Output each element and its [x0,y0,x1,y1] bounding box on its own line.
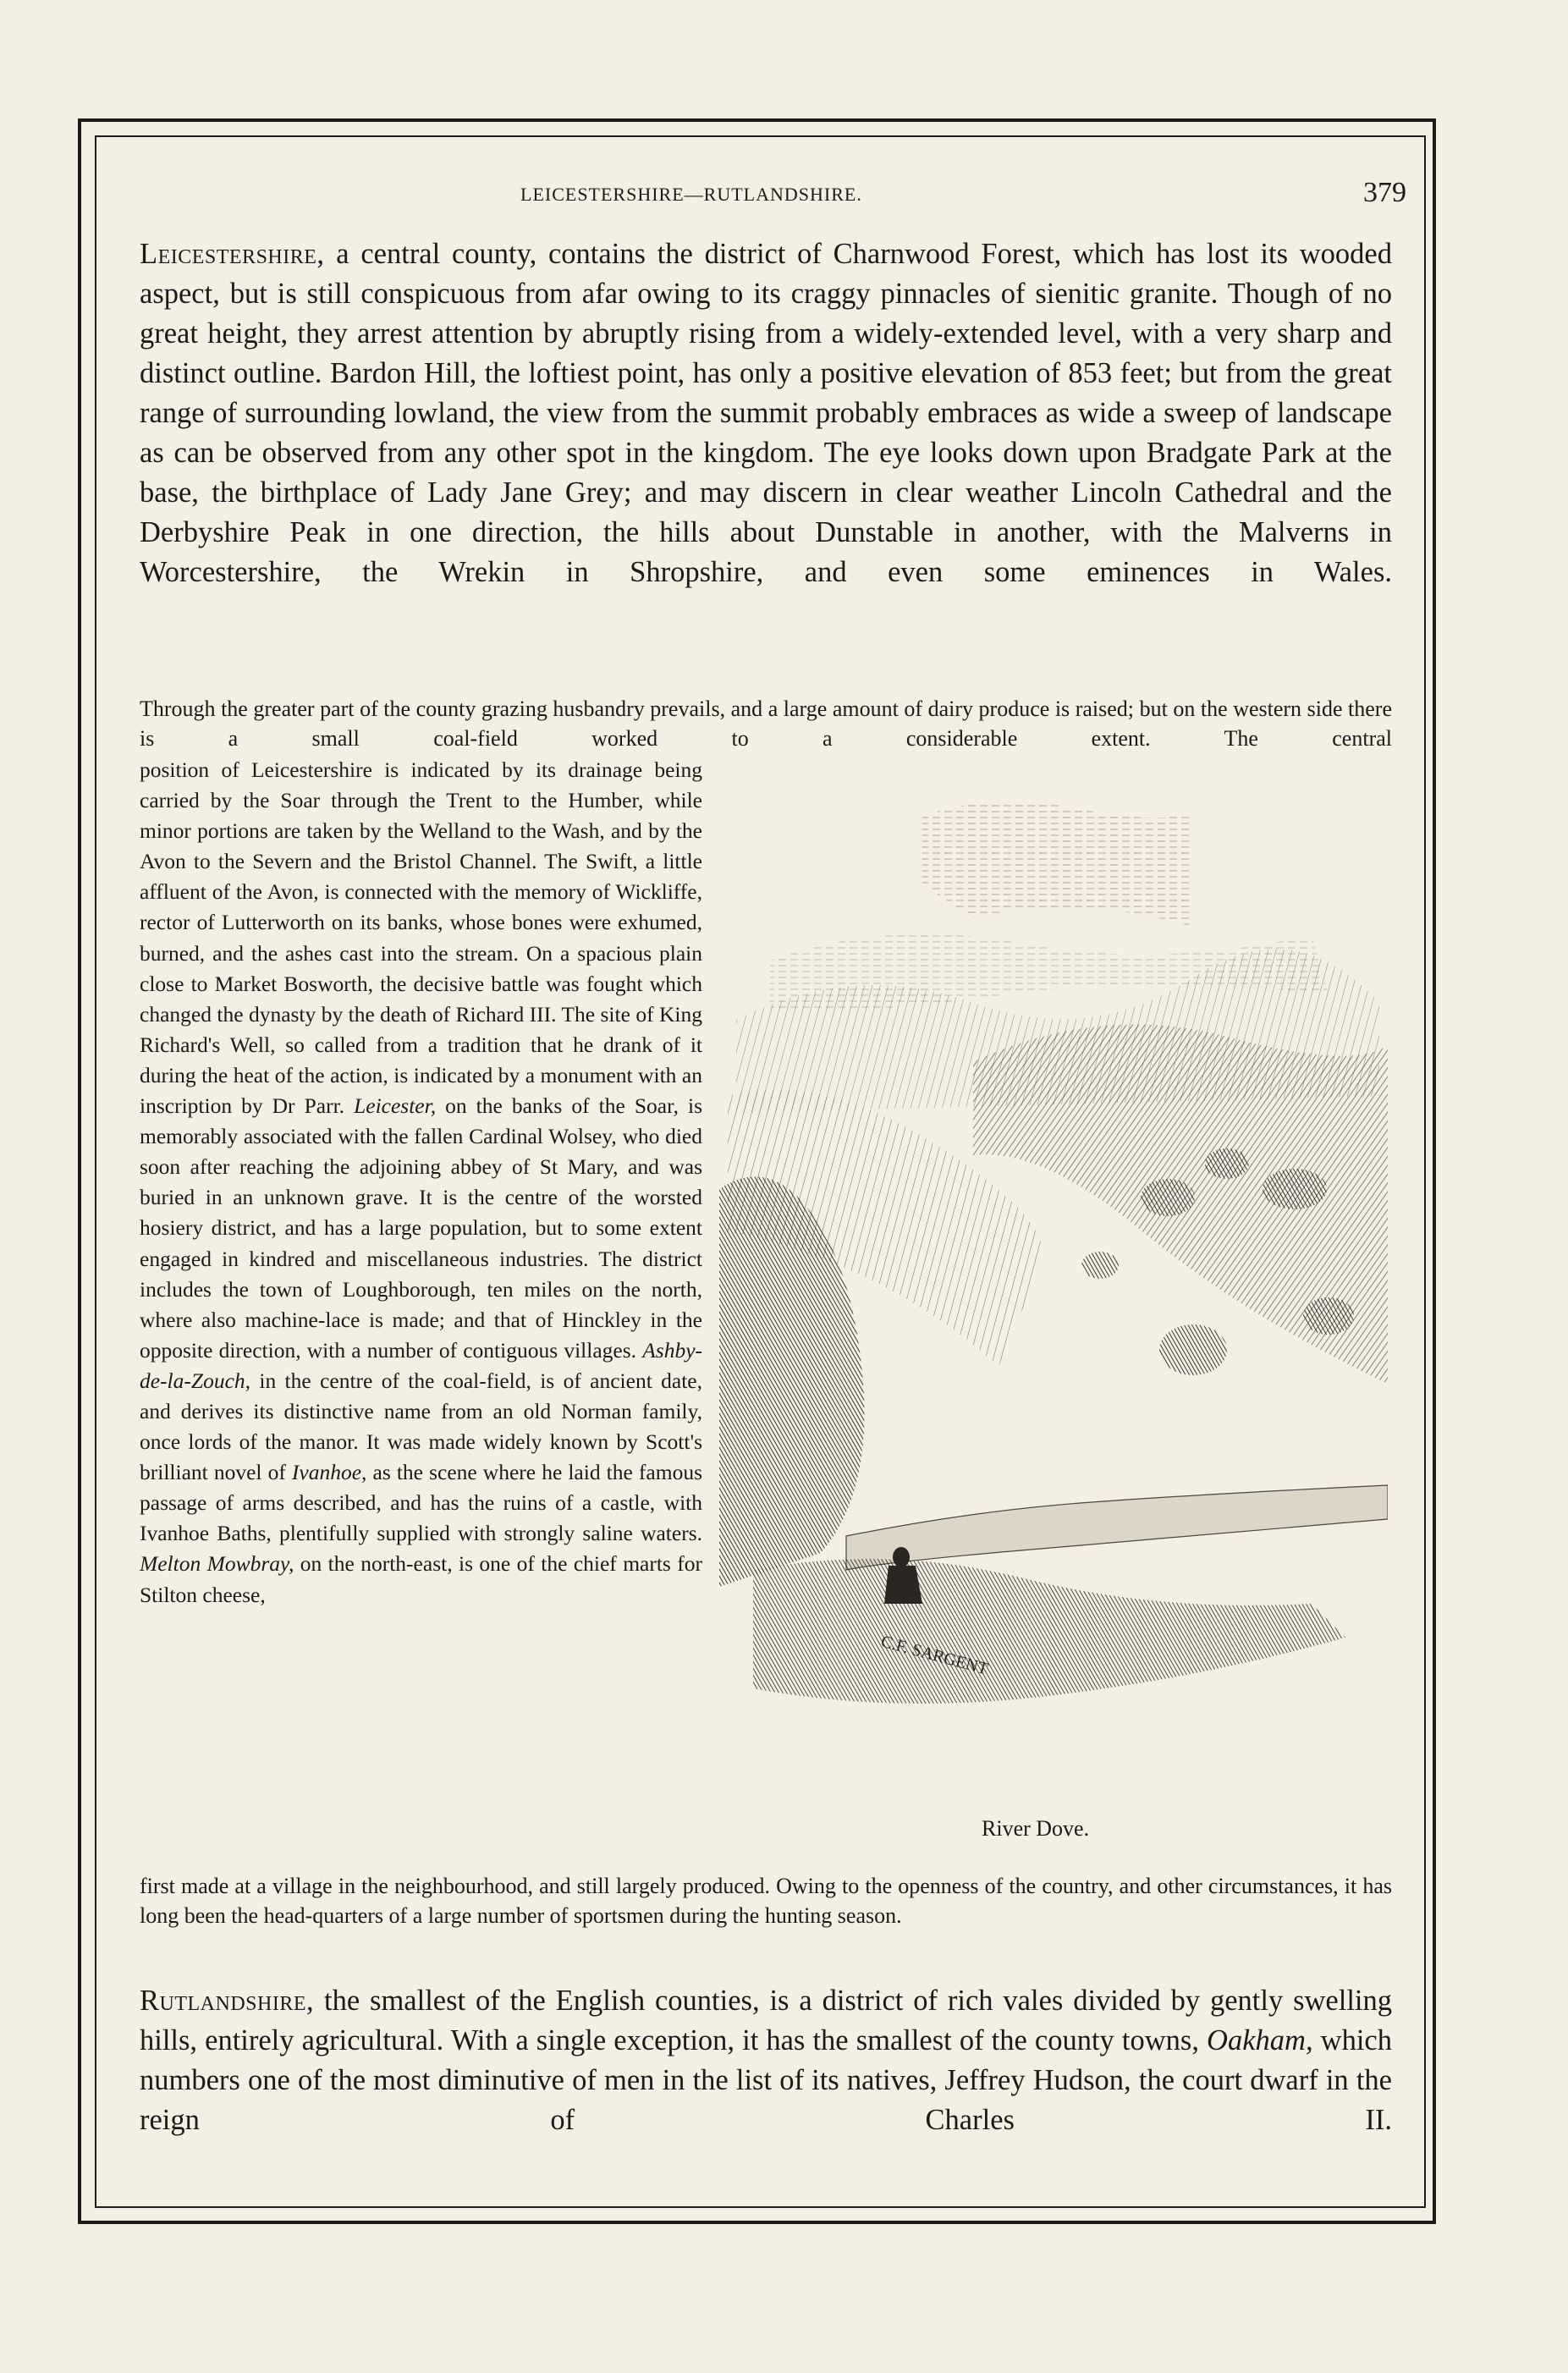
frame-bottom-outer [78,2221,1436,2224]
frame-right-inner [1424,135,1426,2208]
engraver-signature: C.F. SARGENT [878,1632,991,1679]
column-text-2: on the banks of the Soar, is memorably associated with the fallen Cardinal Wolsey, who died soon after reaching the adjoining abbey of St Mary, and was buried in an unknown grave. It is the centre of the worsted hosiery district, and has a large population, but to some extent engaged in kindred and miscellaneous industries. The district includes the town of Loughborough, ten miles on the north, where also machine-lace is made; and that of Hinckley in the opposite direction, with a number of contiguous villages. [140,1093,702,1363]
page-header [114,179,1422,212]
place-ashby: Ashby-de-la-Zouch, [140,1337,702,1393]
engraving-illustration [719,791,1388,1714]
place-melton: Melton Mowbray, [140,1551,294,1577]
column-text-3: in the centre of the coal-field, is of ancient date, and derives its distinctive name from an old Norman family, once lords of the manor. It was made widely known by Scott's brilliant novel of [140,1368,702,1485]
leicestershire-intro-body: a central county, contains the district of Charnwood Forest, which has lost its wooded aspect, but is still conspicuous from afar owing to its craggy pinnacles of sienitic granite. Though of no great height, they arrest attention by abruptly rising from a widely-extended level, with a very sharp and distinct outline. Bardon Hill, the loftiest point, has only a positive elevation of 853 feet; but from the great range of surrounding lowland, the view from the summit probably embraces as wide a sweep of landscape as can be observed from any other spot in the kingdom. The eye looks down upon Bradgate Park at the base, the birthplace of Lady Jane Grey; and may discern in clear weather Lincoln Cathedral and the Derbyshire Peak in one direction, the hills about Dunstable in another, with the Malverns in Worcestershire, the Wrekin in Shropshire, and even some eminences in Wales. [140,238,1392,588]
running-head: LEICESTERSHIRE—RUTLANDSHIRE. [520,184,862,205]
leicestershire-intro-paragraph [140,234,1392,632]
river [846,1485,1388,1570]
sky-clouds [922,801,1193,927]
rutlandshire-body-2: which numbers one of the most diminutive of men in the list of its natives, Jeffrey Hudson, the court dwarf in the reign of Charles II. [140,2024,1392,2136]
frame-top-outer [78,118,1436,122]
frame-right-outer [1433,118,1436,2224]
rutlandshire-lead-word: Rutlandshire, [140,1985,315,2017]
rutlandshire-body-1: the smallest of the English counties, is a district of rich vales divided by gently swelling hills, entirely agricultural. With a single exception, it has the smallest of the county towns, [140,1985,1392,2056]
leicestershire-detail-column [140,755,702,1610]
river-dove-engraving [719,791,1388,1714]
frame-top-inner [95,135,1426,137]
foreground-bank [753,1559,1345,1704]
leicestershire-lead-word: Leicestershire, [140,238,325,270]
leicestershire-detail-tail: first made at a village in the neighbourhood, and still largely produced. Owing to the openness of the country, and other circumstances, it has long been the head-quarters of a large number of sportsmen during the hunting season. [140,1874,1392,1928]
frame-left-inner [95,135,96,2208]
column-text-4: as the scene where he laid the famous passage of arms described, and has the ruins of a castle, with Ivanhoe Baths, plentifully supplied with strongly saline waters. [140,1460,702,1546]
column-text-5: on the north-east, is one of the chief marts for Stilton cheese, [140,1551,702,1607]
frame-bottom-inner [95,2206,1426,2208]
town-oakham: Oakham, [1207,2024,1313,2056]
place-leicester: Leicester, [354,1093,437,1119]
page-number: 379 [1363,177,1406,208]
leicestershire-detail-lead: Through the greater part of the county grazing husbandry prevails, and a large amount of dairy produce is raised; but on the western side there is a small coal-field worked to a considerable extent. The central [140,696,1392,751]
figure-caption: River Dove. [982,1816,1090,1841]
column-text-1: position of Leicestershire is indicated by its drainage being carried by the Soar through the Trent to the Humber, while minor portions are taken by the Welland to the Wash, and by the Avon to the Severn and the Bristol Channel. The Swift, a little affluent of the Avon, is connected with the memory of Wickliffe, rector of Lutterworth on its banks, whose bones were exhumed, burned, and the ashes cast into the stream. On a spacious plain close to Market Bosworth, the decisive battle was fought which changed the dynasty by the death of Richard III. The site of King Richard's Well, so called from a tradition that he drank of it during the heat of the action, is indicated by a monument with an inscription by Dr Parr. [140,757,702,1119]
novel-ivanhoe: Ivanhoe, [291,1460,367,1485]
rutlandshire-paragraph [140,1981,1392,2180]
frame-left-outer [78,118,81,2224]
